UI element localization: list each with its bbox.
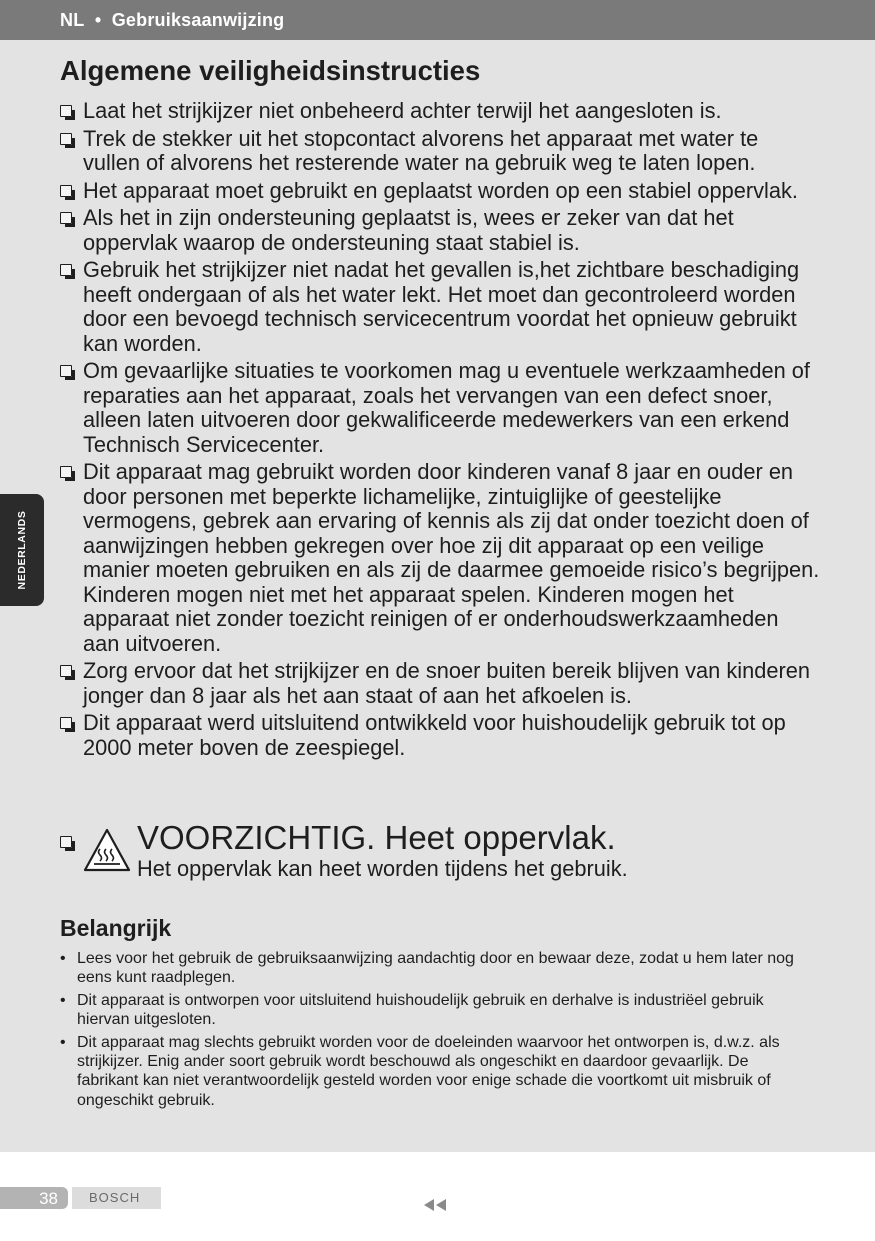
checkbox-bullet-icon (60, 836, 72, 848)
list-item: Zorg ervoor dat het strijkijzer en de snoer buiten bereik blijven van kinderen jonger dan 8 jaar als het aan staat of aan het afkoelen is. (60, 659, 820, 708)
warning-subtitle: Het oppervlak kan heet worden tijdens het gebruik. (137, 856, 628, 881)
warning-title: VOORZICHTIG. Heet oppervlak. (137, 819, 616, 856)
header-title: NL • Gebruiksaanwijzing (60, 10, 285, 30)
list-item: Trek de stekker uit het stopcontact alvorens het apparaat met water te vullen of alvorens het resterende water na gebruik weg te laten lopen. (60, 127, 820, 176)
header-bar (0, 0, 875, 40)
page-number: 38 (39, 1189, 58, 1208)
list-item: Het apparaat moet gebruikt en geplaatst worden op een stabiel oppervlak. (60, 179, 820, 204)
hot-surface-warning (60, 816, 820, 886)
page-title: Algemene veiligheidsinstructies (60, 55, 481, 86)
list-item: • Dit apparaat mag slechts gebruikt worden voor de doeleinden waarvoor het ontworpen is, d.w.z. als strijkijzer. Enig ander soort gebruik wordt beschouwd als ongeschikt en daardoor gevaarlijk. De fabrikant kan niet verantwoordelijk gesteld worden voor enige schade die voortkomt uit misbruik of ongeschikt gebruik. (60, 1033, 810, 1110)
rewind-icon[interactable] (424, 1198, 448, 1212)
brand-name: BOSCH (89, 1190, 141, 1205)
list-item: Laat het strijkijzer niet onbeheerd achter terwijl het aangesloten is. (60, 99, 820, 124)
list-item: • Dit apparaat is ontworpen voor uitsluitend huishoudelijk gebruik en derhalve is industriëel gebruik hiervan uitgesloten. (60, 991, 810, 1030)
language-side-tab (0, 494, 44, 606)
checkbox-bullet-icon (60, 717, 72, 729)
checkbox-bullet-icon (60, 466, 72, 478)
checkbox-bullet-icon (60, 105, 72, 117)
checkbox-bullet-icon (60, 212, 72, 224)
checkbox-bullet-icon (60, 665, 72, 677)
safety-list (60, 99, 820, 763)
important-heading: Belangrijk (60, 915, 172, 941)
side-tab-label: NEDERLANDS (16, 510, 28, 590)
hot-surface-warning-icon (82, 827, 132, 873)
checkbox-bullet-icon (60, 365, 72, 377)
list-item: Als het in zijn ondersteuning geplaatst is, wees er zeker van dat het oppervlak waarop de ondersteuning staat stabiel is. (60, 206, 820, 255)
important-list (60, 949, 810, 1113)
list-item: Dit apparaat werd uitsluitend ontwikkeld voor huishoudelijk gebruik tot op 2000 meter boven de zeespiegel. (60, 711, 820, 760)
checkbox-bullet-icon (60, 133, 72, 145)
checkbox-bullet-icon (60, 264, 72, 276)
brand-tab (72, 1187, 161, 1209)
list-item: • Lees voor het gebruik de gebruiksaanwijzing aandachtig door en bewaar deze, zodat u hem later nog eens kunt raadplegen. (60, 949, 810, 988)
list-item: Om gevaarlijke situaties te voorkomen mag u eventuele werkzaamheden of reparaties aan het apparaat, zoals het vervangen van een defect snoer, alleen laten uitvoeren door gekwalificeerde medewerkers van een erkend Technisch Servicecenter. (60, 359, 820, 457)
checkbox-bullet-icon (60, 185, 72, 197)
list-item: Gebruik het strijkijzer niet nadat het gevallen is,het zichtbare beschadiging heeft ondergaan of als het water lekt. Het moet dan gecontroleerd worden door een bevoegd technisch servicecentrum voordat het opnieuw gebruikt kan worden. (60, 258, 820, 356)
page-number-tab (0, 1187, 68, 1209)
list-item: Dit apparaat mag gebruikt worden door kinderen vanaf 8 jaar en ouder en door personen met beperkte lichamelijke, zintuiglijke of geestelijke vermogens, gebrek aan ervaring of kennis als zij dat onder toezicht doen of aanwijzingen hebben gekregen over hoe zij dit apparaat op een veilige manier moeten gebruiken en als zij de daarmee gemoeide risico’s begrijpen. Kinderen mogen niet met het apparaat spelen. Kinderen mogen het apparaat niet zonder toezicht reinigen of er onderhoudswerkzaamheden aan uitvoeren. (60, 460, 820, 656)
